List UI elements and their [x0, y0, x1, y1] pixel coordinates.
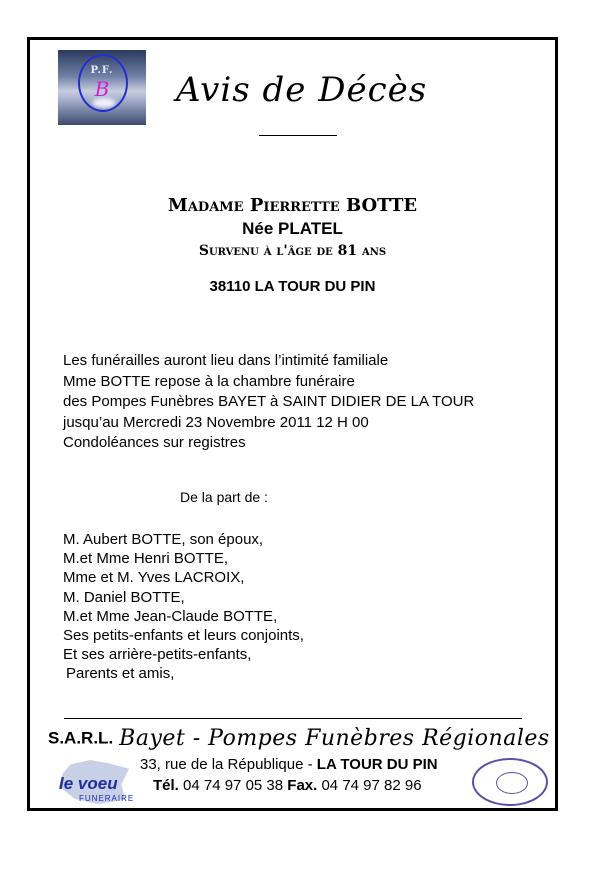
from-label: De la part de :: [180, 489, 268, 505]
age-line: Survenu à l'âge de 81 ans: [198, 243, 387, 259]
company-line: [48, 726, 550, 751]
title-divider: [259, 135, 337, 136]
family-member: M. Aubert BOTTE, son époux,: [63, 531, 264, 548]
fax-label: Fax.: [287, 777, 318, 794]
voeu-logo-text: le voeu: [59, 774, 118, 793]
address-city: LA TOUR DU PIN: [316, 756, 438, 773]
family-member: M. Daniel BOTTE,: [63, 588, 185, 606]
tel-number: 04 74 97 05 38: [178, 777, 288, 794]
le-voeu-funeraire-logo: [55, 760, 135, 806]
notice-line: des Pompes Funèbres BAYET à SAINT DIDIER DE LA TOUR: [63, 393, 475, 411]
family-member: Parents et amis,: [66, 665, 175, 683]
company-phone-fax: [153, 777, 422, 794]
footer-divider: [64, 718, 522, 719]
seal-center: [496, 772, 528, 794]
notice-line: Condoléances sur registres: [63, 434, 246, 452]
family-member: Mme et M. Yves LACROIX,: [63, 569, 245, 587]
logo-pf-text: P.F.: [90, 65, 114, 76]
family-list: [63, 530, 304, 684]
voeu-logo-subtext: FUNERAIRE: [79, 794, 135, 803]
funeral-details: [63, 351, 474, 454]
family-member: M.et Mme Jean-Claude BOTTE,: [63, 607, 278, 625]
notice-line: Les funérailles auront lieu dans l’intimité familiale: [63, 352, 389, 369]
deceased-name: Madame Pierrette BOTTE: [167, 195, 418, 216]
sarl-label: S.A.R.L.: [48, 728, 114, 748]
tel-label: Tél.: [153, 777, 179, 794]
pf-b-logo: [58, 50, 146, 125]
company-name: Bayet - Pompes Funèbres Régionales: [119, 726, 550, 751]
company-address: [140, 756, 438, 773]
notice-line: jusqu’au Mercredi 23 Novembre 2011 12 H 00: [63, 413, 369, 431]
family-member: Et ses arrière-petits-enfants,: [63, 646, 252, 664]
family-member: Ses petits-enfants et leurs conjoints,: [63, 627, 304, 645]
logo-b-text: B: [94, 77, 110, 101]
address-street: 33, rue de la République -: [140, 756, 317, 773]
notice-line: Mme BOTTE repose à la chambre funéraire: [63, 372, 355, 390]
maiden-name: Née PLATEL: [242, 219, 343, 238]
enterprise-seal-icon: [472, 758, 548, 806]
family-member: M.et Mme Henri BOTTE,: [63, 550, 229, 568]
fax-number: 04 74 97 82 96: [317, 777, 422, 794]
deceased-city: 38110 LA TOUR DU PIN: [209, 278, 376, 295]
notice-title: Avis de Décès: [176, 70, 428, 110]
